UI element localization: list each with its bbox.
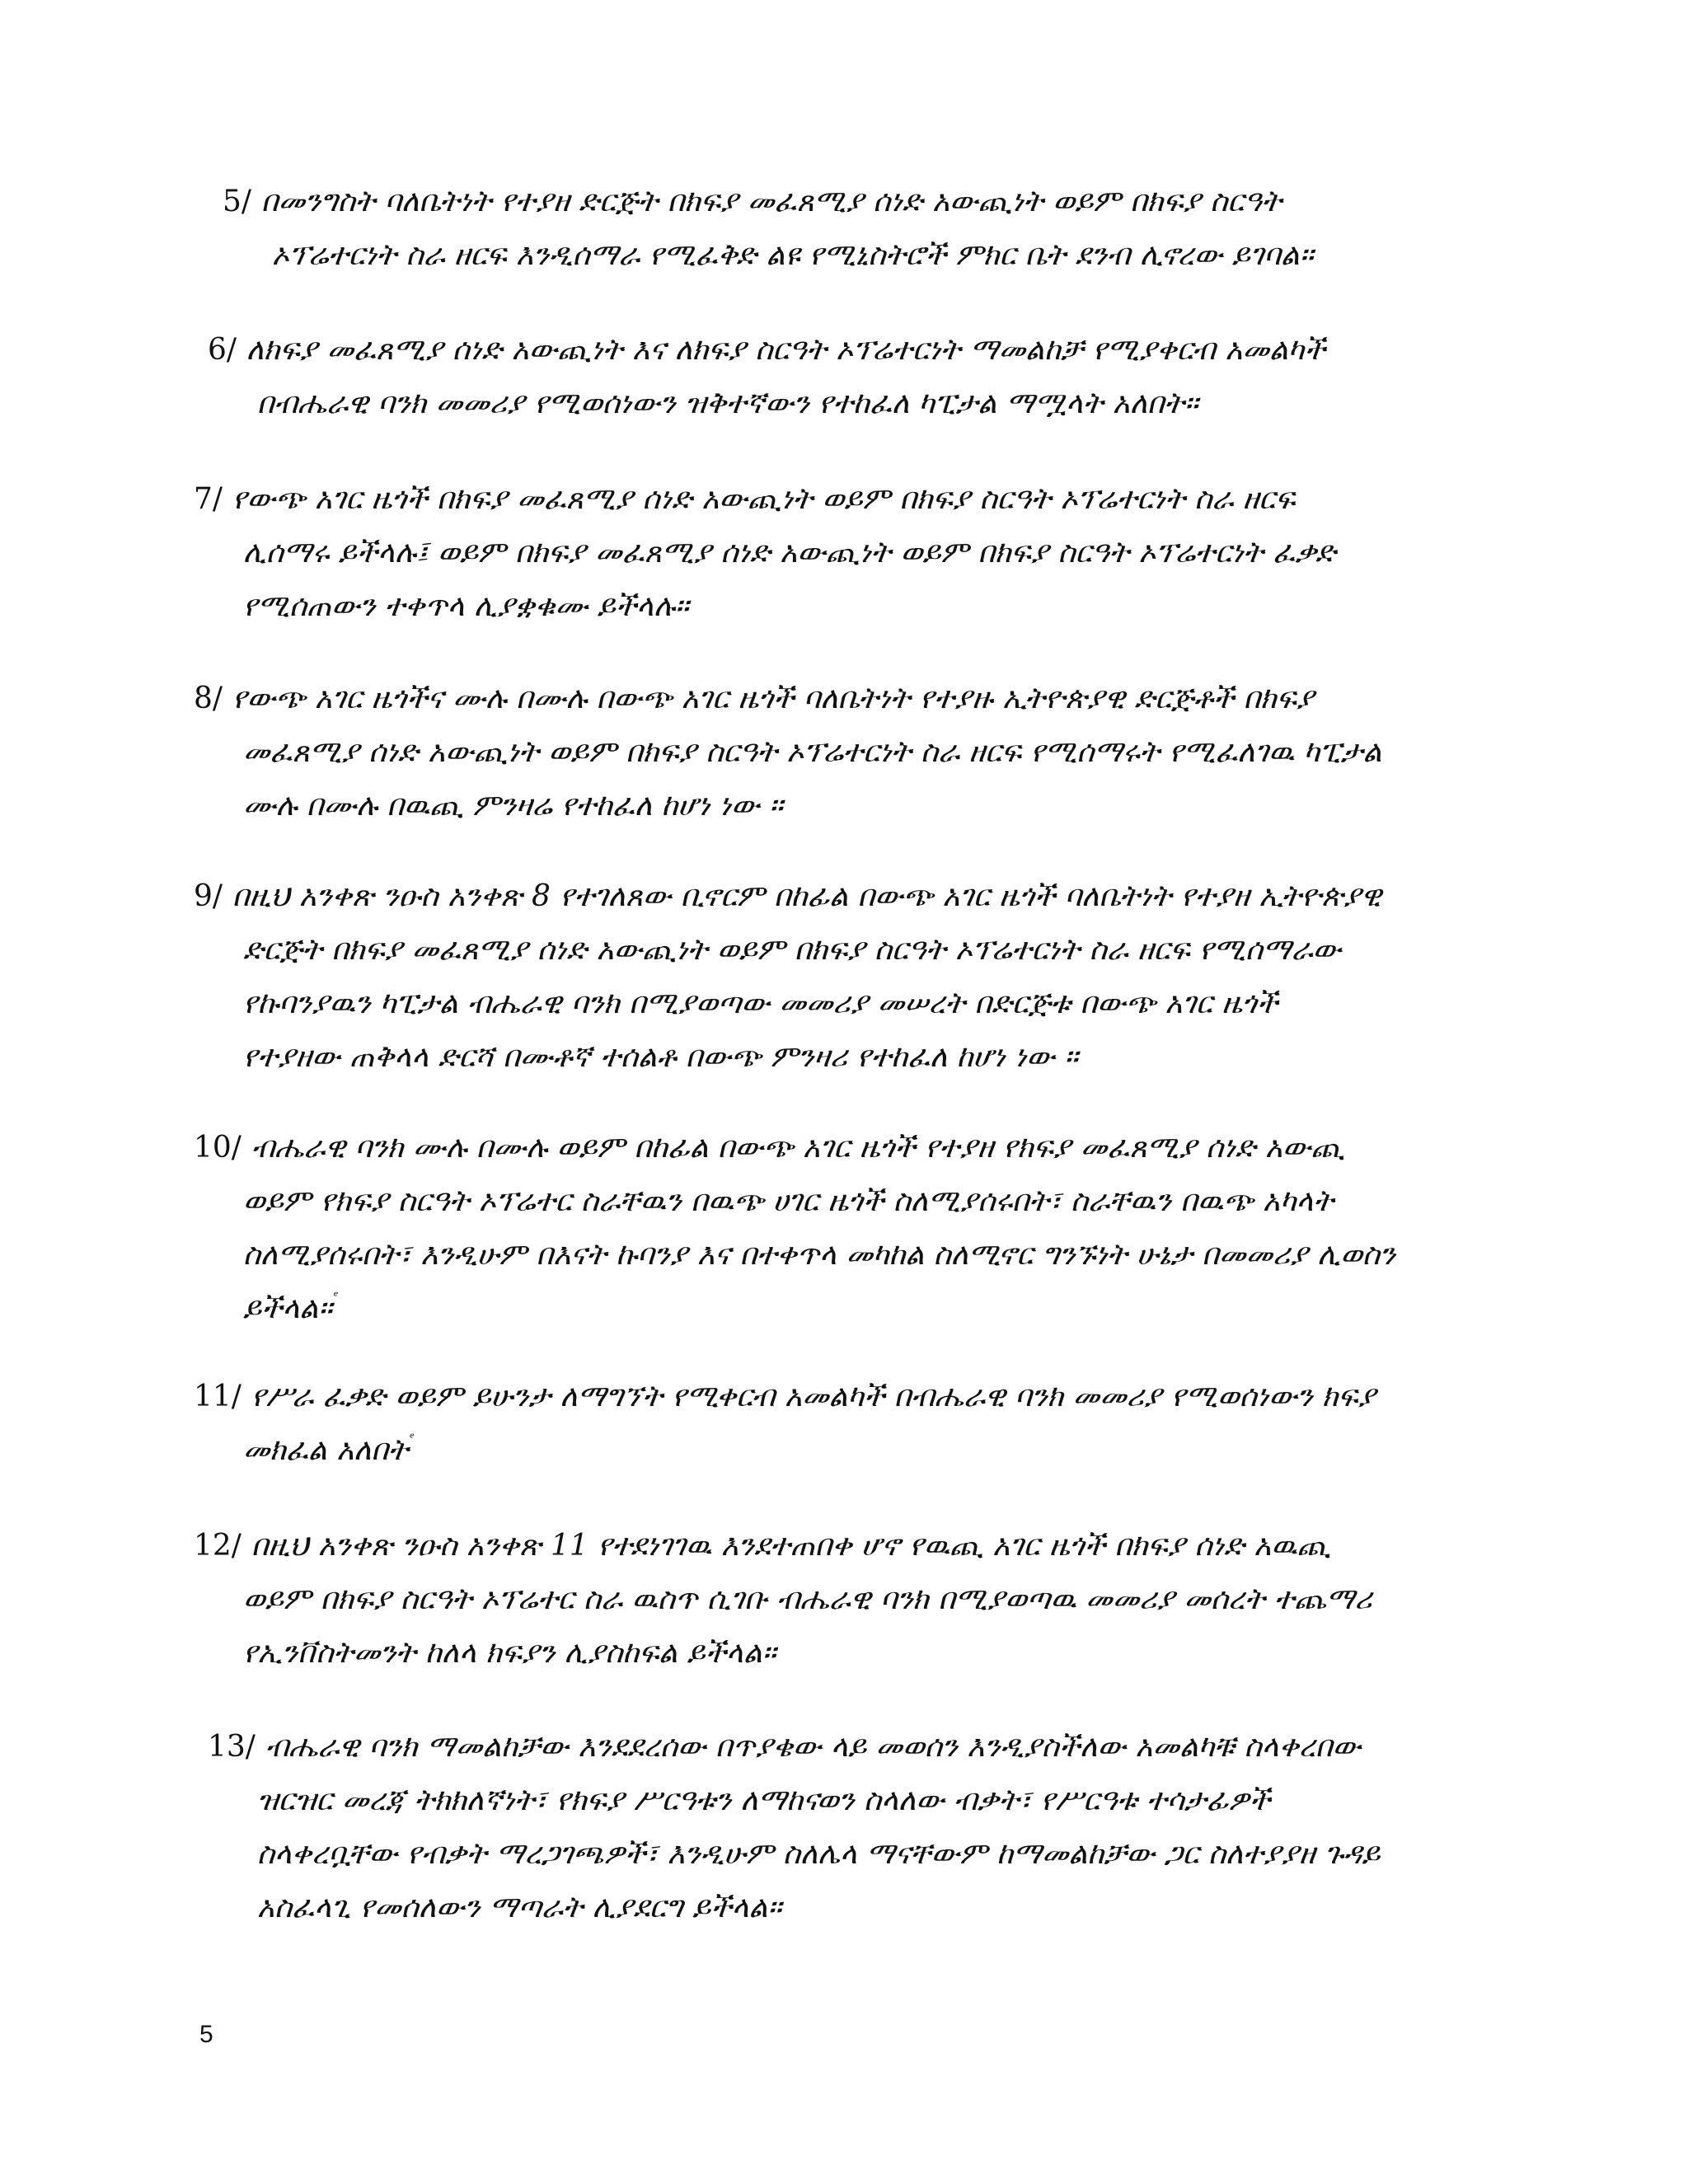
- paragraph-line: የሥራ ፈቃድ ወይም ይሁንታ ለማግኘት የሚቀርብ አመልካች በብሔራዊ ባንክ መመሪያ የሚወሰነውን ክፍያ: [251, 1380, 1376, 1413]
- paragraph-line: ድርጅት በክፍያ መፈጸሚያ ሰነድ አውጪነት ወይም በክፍያ ስርዓት ኦፕሬተርነት ስራ ዘርፍ የሚሰማራው: [243, 933, 1342, 967]
- paragraph-line: ወይም በክፍያ ስርዓት ኦፕሬተር ስራ ዉስጥ ሲገቡ ብሔራዊ ባንክ በሚያወጣዉ መመሪያ መሰረት ተጨማሪ: [243, 1582, 1372, 1616]
- paragraph-line: ብሔራዊ ባንክ ማመልከቻው እንደደረሰው በጥያቄው ላይ መወሰን እንዲያስችለው አመልካቹ ስላቀረበው: [265, 1730, 1362, 1764]
- paragraph-line: በብሔራዊ ባንክ መመሪያ የሚወሰነውን ዝቅተኛውን የተከፈለ ካፒታል ማሟላት አለበት።: [257, 387, 1198, 420]
- page-number: 5: [199, 2021, 213, 2048]
- paragraph-line: ይችላል።: [243, 1291, 333, 1325]
- paragraph-line: በዚህ አንቀጽ ንዑስ አንቀጽ 8 የተገለጸው ቢኖርም በከፊል በውጭ አገር ዜጎች ባለቤትነት የተያዘ ኢትዮጵያዊ: [232, 879, 1382, 913]
- paragraph-line: የተያዘው ጠቅላላ ድርሻ በሙቶኛ ተሰልቶ በውጭ ምንዛሪ የተከፈለ ከሆነ ነው ።: [243, 1040, 1079, 1074]
- paragraph-8: [194, 672, 1479, 832]
- paragraph-number: 7/: [194, 482, 223, 516]
- paragraph-number: 9/: [194, 879, 223, 913]
- paragraph-line: የኩባንያዉን ካፒታል ብሔራዊ ባንክ በሚያወጣው መመሪያ መሠረት በድርጅቱ በውጭ አገር ዜጎች: [243, 987, 1278, 1020]
- paragraph-line: ኦፕሬተርነት ስራ ዘርፍ እንዲሰማራ የሚፈቅድ ልዩ የሚኒስትሮች ምክር ቤት ደንብ ሊኖረው ይገባል።: [272, 238, 1314, 272]
- paragraph-12: [194, 1519, 1479, 1680]
- paragraph-7: [194, 472, 1479, 633]
- paragraph-number: 6/: [208, 333, 237, 367]
- paragraph-line: ወይም የክፍያ ስርዓት ኦፕሬተር ስራቸዉን በዉጭ ሀገር ዜጎች ስለሚያሰሩበት፣ ስራቸዉን በዉጭ አካላት: [243, 1184, 1334, 1218]
- paragraph-number: 13/: [208, 1730, 256, 1764]
- paragraph-line: በመንግስት ባለቤትነት የተያዘ ድርጅት በክፍያ መፈጸሚያ ሰነድ አውጪነት ወይም በክፍያ ስርዓት: [261, 185, 1282, 218]
- paragraph-5: [223, 175, 1508, 282]
- paragraph-line: የኢንቨስትመንት ከለላ ክፍያን ሊያስከፍል ይችላል።: [243, 1636, 776, 1670]
- paragraph-line: ለክፍያ መፈጸሚያ ሰነድ አውጪነት እና ለክፍያ ስርዓት ኦፕሬተርነት ማመልከቻ የሚያቀርብ አመልካች: [246, 333, 1325, 367]
- paragraph-number: 5/: [223, 185, 252, 218]
- paragraph-line: ሊሰማሩ ይችላሉ፤ ወይም በክፍያ መፈጸሚያ ሰነድ አውጪነት ወይም በክፍያ ስርዓት ኦፕሬተርነት ፈቃድ: [243, 536, 1336, 569]
- paragraph-line: ዝርዝር መረጃ ትክክለኛነት፣ የክፍያ ሥርዓቱን ለማከናወን ስላለው ብቃት፣ የሥርዓቱ ተሳታፊዎች: [257, 1783, 1271, 1817]
- paragraph-line: መፈጸሚያ ሰነድ አውጪነት ወይም በክፍያ ስርዓት ኦፕሬተርነት ስራ ዘርፍ የሚሰማሩት የሚፈለገዉ ካፒታል: [243, 735, 1382, 769]
- paragraph-10: [194, 1121, 1479, 1335]
- paragraph-line: ብሔራዊ ባንክ ሙሉ በሙሉ ወይም በከፊል በውጭ አገር ዜጎች የተያዘ የክፍያ መፈጸሚያ ሰነድ አውጪ: [251, 1131, 1345, 1165]
- paragraph-line: በዚህ አንቀጽ ንዑስ አንቀጽ 11 የተደነገገዉ እንደተጠበቀ ሆኖ የዉጪ አገር ዜጎች በክፍያ ሰነድ አዉጪ: [251, 1529, 1331, 1563]
- paragraph-number: 12/: [194, 1529, 241, 1563]
- paragraph-line: የሚሰጠውን ተቀጥላ ሊያቋቁሙ ይችላሉ።: [243, 589, 689, 623]
- paragraph-line: ስላቀረቧቸው የብቃት ማረጋገጫዎች፣ እንዲሁም ስለሌላ ማናቸውም ከማመልከቻው ጋር ስለተያያዘ ጉዳይ: [257, 1837, 1381, 1871]
- paragraph-number: 8/: [194, 682, 223, 715]
- paragraph-13: [208, 1720, 1493, 1934]
- paragraph-line: ስለሚያሰሩበት፣ እንዲሁም በእናት ኩባንያ እና በተቀጥላ መካከል ስለሚኖር ግንኙነት ሁኔታ በመመሪያ ሊወስን: [243, 1238, 1396, 1272]
- paragraph-6: [208, 323, 1493, 430]
- paragraph-line: መክፈል አለበት: [243, 1433, 409, 1467]
- paragraph-line: አስፈላጊ የመሰለውን ማጣራት ሊያደርግ ይችላል።: [257, 1891, 782, 1924]
- paragraph-9: [194, 869, 1479, 1084]
- paragraph-line: ሙሉ በሙሉ በዉጪ ምንዛሬ የተከፈለ ከሆነ ነው ።: [243, 789, 783, 823]
- paragraph-number: 11/: [194, 1380, 241, 1413]
- paragraph-11: [194, 1370, 1479, 1477]
- paragraph-line: የውጭ አገር ዜጎች በክፍያ መፈጸሚያ ሰነድ አውጪነት ወይም በክፍያ ስርዓት ኦፕሬተርነት ስራ ዘርፍ: [232, 482, 1296, 516]
- paragraph-line: የውጭ አገር ዜጎችና ሙሉ በሙሉ በውጭ አገር ዜጎች ባለቤትነት የተያዙ ኢትዮጵያዊ ድርጅቶች በክፍያ: [232, 682, 1315, 715]
- paragraph-number: 10/: [194, 1131, 241, 1165]
